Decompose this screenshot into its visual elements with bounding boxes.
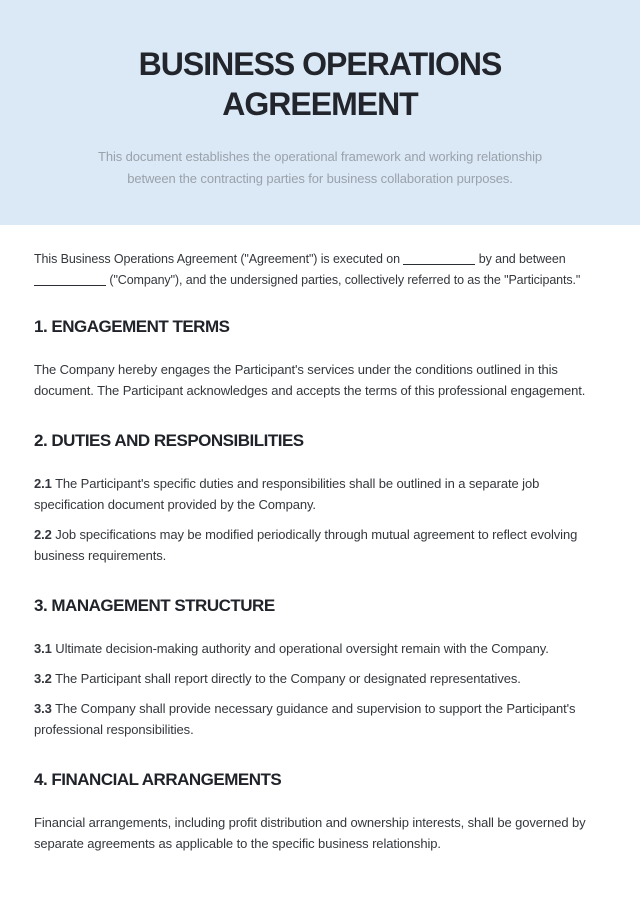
clause-2-1 [34, 473, 606, 515]
intro-text-1: This Business Operations Agreement ("Agreement") is executed on [34, 252, 400, 266]
intro-text-3: ("Company"), and the undersigned parties, collectively referred to as the "Participants." [109, 273, 581, 287]
clause-number: 3.2 [34, 671, 52, 686]
clause-number: 2.1 [34, 476, 52, 491]
execution-date-blank-line [403, 252, 475, 265]
clause-3-2 [34, 668, 606, 689]
clause-text: The Company shall provide necessary guidance and supervision to support the Participant's professional responsibilities. [34, 701, 576, 737]
clause-3-3 [34, 698, 606, 740]
section-3-heading: 3. MANAGEMENT STRUCTURE [34, 596, 275, 615]
clause-text: Financial arrangements, including profit distribution and ownership interests, shall be governed by separate agreements as applicable to the specific business relationship. [34, 815, 586, 851]
clause-text: Ultimate decision-making authority and operational oversight remain with the Company. [55, 641, 549, 656]
clause-number: 3.1 [34, 641, 52, 656]
document-header [0, 0, 640, 225]
company-name-blank-line [34, 273, 106, 286]
section-1-heading: 1. ENGAGEMENT TERMS [34, 317, 230, 336]
intro-paragraph [34, 249, 606, 291]
section-1-paragraph [34, 359, 606, 401]
clause-text: The Company hereby engages the Participant's services under the conditions outlined in this document. The Participant acknowledges and accepts the terms of this professional engagement. [34, 362, 586, 398]
intro-text-2: by and between [478, 252, 566, 266]
document-subtitle: This document establishes the operational framework and working relationship between the contracting parties for business collaboration purposes. [97, 148, 543, 186]
section-4-heading: 4. FINANCIAL ARRANGEMENTS [34, 770, 282, 789]
document-body [0, 249, 640, 903]
section-4-paragraph [34, 812, 606, 854]
clause-3-1 [34, 638, 606, 659]
clause-2-2 [34, 524, 606, 566]
section-engagement-terms [34, 317, 606, 401]
clause-text: The Participant's specific duties and responsibilities shall be outlined in a separate job specification document provided by the Company. [34, 476, 540, 512]
clause-number: 2.2 [34, 527, 52, 542]
clause-number: 3.3 [34, 701, 52, 716]
section-financial-arrangements [34, 770, 606, 854]
section-management-structure [34, 596, 606, 740]
section-duties-responsibilities [34, 431, 606, 566]
clause-text: Job specifications may be modified periodically through mutual agreement to reflect evolving business requirements. [34, 527, 578, 563]
section-2-heading: 2. DUTIES AND RESPONSIBILITIES [34, 431, 304, 450]
clause-text: The Participant shall report directly to the Company or designated representatives. [55, 671, 521, 686]
document-title: BUSINESS OPERATIONS AGREEMENT [138, 45, 502, 122]
